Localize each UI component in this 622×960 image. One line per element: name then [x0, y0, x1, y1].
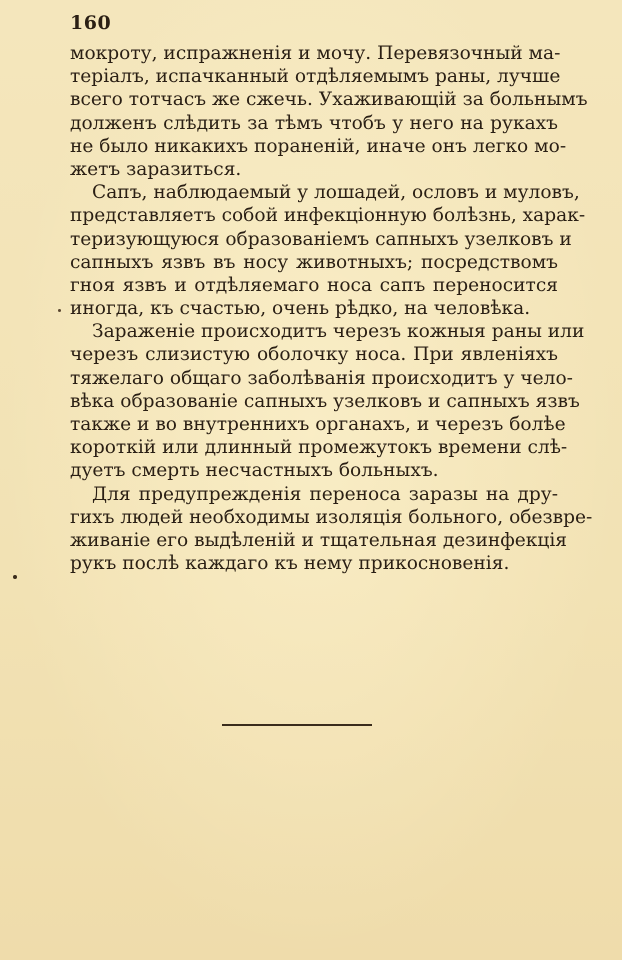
ink-speck [13, 575, 17, 579]
text-line: жетъ заразиться. [70, 158, 242, 180]
paragraph-1 [70, 42, 588, 181]
text-line: мокроту, испражненія и мочу. Перевязочный ма- [70, 43, 561, 64]
text-line: дуетъ смерть несчастныхъ больныхъ. [70, 460, 439, 482]
text-line: Зараженіе происходитъ черезъ кожныя раны или [92, 321, 585, 343]
section-divider [222, 724, 372, 726]
text-line: долженъ слѣдить за тѣмъ чтобъ у него на рукахъ [70, 112, 558, 134]
text-line: не было никакихъ пораненій, иначе онъ легко мо- [70, 135, 567, 157]
text-line: также и во внутреннихъ органахъ, и черезъ болѣе [70, 414, 566, 435]
text-line: живаніе его выдѣленій и тщательная дезинфекція [70, 529, 568, 551]
text-line: рукъ послѣ каждаго къ нему прикосновенія. [70, 553, 510, 575]
text-line: вѣка образованіе сапныхъ узелковъ и сапныхъ язвъ [70, 390, 580, 412]
page-number: 160 [70, 12, 112, 34]
text-line: сапныхъ язвъ въ носу животныхъ; посредствомъ [70, 251, 558, 273]
text-line: теріалъ, испачканный отдѣляемымъ раны, лучше [70, 66, 561, 88]
text-line: гихъ людей необходимы изоляція больного, обезвре- [70, 506, 593, 528]
paragraph-2 [70, 181, 586, 320]
body-text [70, 42, 593, 575]
paragraph-4 [70, 483, 593, 576]
text-line: иногда, къ счастью, очень рѣдко, на человѣка. [70, 298, 531, 320]
text-line: теризующуюся образованіемъ сапныхъ узелковъ и [70, 228, 572, 250]
ink-speck [58, 309, 61, 312]
text-line: черезъ слизистую оболочку носа. При явленіяхъ [70, 344, 558, 366]
text-line: всего тотчасъ же сжечь. Ухаживающій за больнымъ [70, 89, 588, 111]
text-line: Сапъ, наблюдаемый у лошадей, ословъ и муловъ, [92, 182, 580, 204]
text-line: Для предупрежденія переноса заразы на дру- [92, 483, 558, 505]
text-line: гноя язвъ и отдѣляемаго носа сапъ переносится [70, 274, 558, 296]
text-line: короткій или длинный промежутокъ времени слѣ- [70, 437, 568, 459]
text-line: представляетъ собой инфекціонную болѣзнь, харак- [70, 205, 586, 227]
text-line: тяжелаго общаго заболѣванія происходитъ у чело- [70, 367, 573, 389]
paragraph-3 [70, 320, 585, 482]
